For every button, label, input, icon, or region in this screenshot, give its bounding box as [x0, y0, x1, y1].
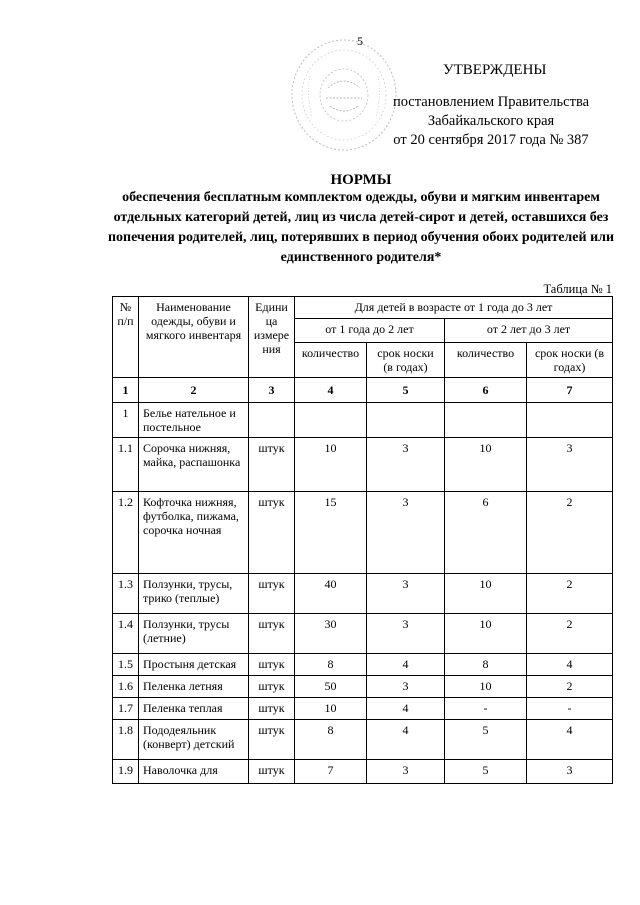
row-qty-1-2: 15	[295, 492, 367, 574]
row-term-1-2: 3	[367, 614, 445, 654]
row-term-1-2: 4	[367, 698, 445, 720]
row-unit: штук	[249, 614, 295, 654]
row-qty-2-3	[445, 403, 527, 438]
row-qty-1-2: 40	[295, 574, 367, 614]
table-row	[113, 614, 613, 654]
row-unit: штук	[249, 492, 295, 574]
header-num: № п/п	[113, 297, 139, 378]
row-qty-2-3: 8	[445, 654, 527, 676]
row-unit: штук	[249, 760, 295, 784]
table-row	[113, 403, 613, 438]
row-unit: штук	[249, 574, 295, 614]
row-term-2-3: 3	[527, 438, 613, 492]
row-qty-1-2: 8	[295, 720, 367, 760]
row-number: 1.2	[113, 492, 139, 574]
row-term-2-3: 2	[527, 614, 613, 654]
col-number: 3	[249, 378, 295, 403]
header-name: Наименование одежды, обуви и мягкого инвентаря	[139, 297, 249, 378]
row-qty-2-3: 10	[445, 438, 527, 492]
header-term-1: срок носки (в годах)	[367, 343, 445, 378]
table-label: Таблица № 1	[543, 282, 612, 296]
row-qty-1-2	[295, 403, 367, 438]
column-number-row	[113, 378, 613, 403]
approved-heading: УТВЕРЖДЕНЫ	[443, 62, 547, 78]
row-qty-2-3: -	[445, 698, 527, 720]
row-qty-1-2: 50	[295, 676, 367, 698]
row-number: 1.3	[113, 574, 139, 614]
document-subtitle: обеспечения бесплатным комплектом одежды, обуви и мягким инвентарем отдельных категорий детей, лиц из числа детей-сирот и детей, оставшихся без попечения родителей, лиц, потерявших в период обучения обоих родителей или единственного родителя*	[107, 190, 615, 265]
header-age-group: Для детей в возрасте от 1 года до 3 лет	[295, 297, 613, 319]
col-number: 1	[113, 378, 139, 403]
row-qty-2-3: 10	[445, 614, 527, 654]
row-unit: штук	[249, 676, 295, 698]
row-item-name: Кофточка нижняя, футболка, пижама, сорочка ночная	[139, 492, 249, 574]
row-term-1-2: 3	[367, 760, 445, 784]
row-term-2-3: 4	[527, 720, 613, 760]
table-row	[113, 654, 613, 676]
page-number: 5	[357, 34, 363, 48]
row-item-name: Ползунки, трусы, трико (теплые)	[139, 574, 249, 614]
row-qty-1-2: 8	[295, 654, 367, 676]
row-qty-2-3: 10	[445, 676, 527, 698]
row-term-1-2: 3	[367, 574, 445, 614]
decree-line-1: постановлением Правительства	[392, 94, 590, 110]
row-term-1-2: 4	[367, 720, 445, 760]
row-term-2-3: -	[527, 698, 613, 720]
row-qty-1-2: 30	[295, 614, 367, 654]
row-item-name: Сорочка нижняя, майка, распашонка	[139, 438, 249, 492]
decree-line-3: от 20 сентября 2017 года № 387	[393, 132, 589, 148]
row-item-name: Наволочка для	[139, 760, 249, 784]
header-unit: Едини ца измере ния	[249, 297, 295, 378]
col-number: 4	[295, 378, 367, 403]
row-item-name: Пеленка летняя	[139, 676, 249, 698]
table-row	[113, 492, 613, 574]
row-term-1-2: 3	[367, 438, 445, 492]
row-number: 1.7	[113, 698, 139, 720]
row-qty-1-2: 7	[295, 760, 367, 784]
row-term-1-2: 3	[367, 676, 445, 698]
row-number: 1	[113, 403, 139, 438]
row-number: 1.8	[113, 720, 139, 760]
row-term-1-2: 4	[367, 654, 445, 676]
row-number: 1.4	[113, 614, 139, 654]
col-number: 7	[527, 378, 613, 403]
row-term-2-3: 2	[527, 676, 613, 698]
row-unit: штук	[249, 438, 295, 492]
row-number: 1.5	[113, 654, 139, 676]
table-row	[113, 720, 613, 760]
row-qty-2-3: 10	[445, 574, 527, 614]
table-row	[113, 574, 613, 614]
row-item-name: Белье нательное и постельное	[139, 403, 249, 438]
header-sub-1: от 1 года до 2 лет	[295, 319, 445, 343]
row-qty-2-3: 5	[445, 720, 527, 760]
col-number: 2	[139, 378, 249, 403]
row-term-2-3: 2	[527, 574, 613, 614]
row-number: 1.9	[113, 760, 139, 784]
row-item-name: Простыня детская	[139, 654, 249, 676]
col-number: 5	[367, 378, 445, 403]
row-qty-1-2: 10	[295, 438, 367, 492]
header-sub-2: от 2 лет до 3 лет	[445, 319, 613, 343]
row-qty-1-2: 10	[295, 698, 367, 720]
header-qty-2: количество	[445, 343, 527, 378]
row-item-name: Ползунки, трусы (летние)	[139, 614, 249, 654]
row-term-2-3: 4	[527, 654, 613, 676]
row-item-name: Пододеяльник (конверт) детский	[139, 720, 249, 760]
decree-reference	[380, 93, 602, 150]
row-unit: штук	[249, 654, 295, 676]
decree-line-2: Забайкальского края	[427, 113, 555, 129]
norms-table	[112, 296, 613, 784]
table-row	[113, 760, 613, 784]
row-number: 1.1	[113, 438, 139, 492]
col-number: 6	[445, 378, 527, 403]
row-term-2-3	[527, 403, 613, 438]
row-number: 1.6	[113, 676, 139, 698]
row-unit: штук	[249, 698, 295, 720]
row-qty-2-3: 6	[445, 492, 527, 574]
row-item-name: Пеленка теплая	[139, 698, 249, 720]
row-term-1-2	[367, 403, 445, 438]
header-term-2: срок носки (в годах)	[527, 343, 613, 378]
row-qty-2-3: 5	[445, 760, 527, 784]
row-term-1-2: 3	[367, 492, 445, 574]
row-term-2-3: 2	[527, 492, 613, 574]
row-unit: штук	[249, 720, 295, 760]
row-term-2-3: 3	[527, 760, 613, 784]
table-row	[113, 676, 613, 698]
table-row	[113, 438, 613, 492]
header-qty-1: количество	[295, 343, 367, 378]
table-row	[113, 698, 613, 720]
row-unit	[249, 403, 295, 438]
document-title: НОРМЫ	[330, 172, 392, 188]
